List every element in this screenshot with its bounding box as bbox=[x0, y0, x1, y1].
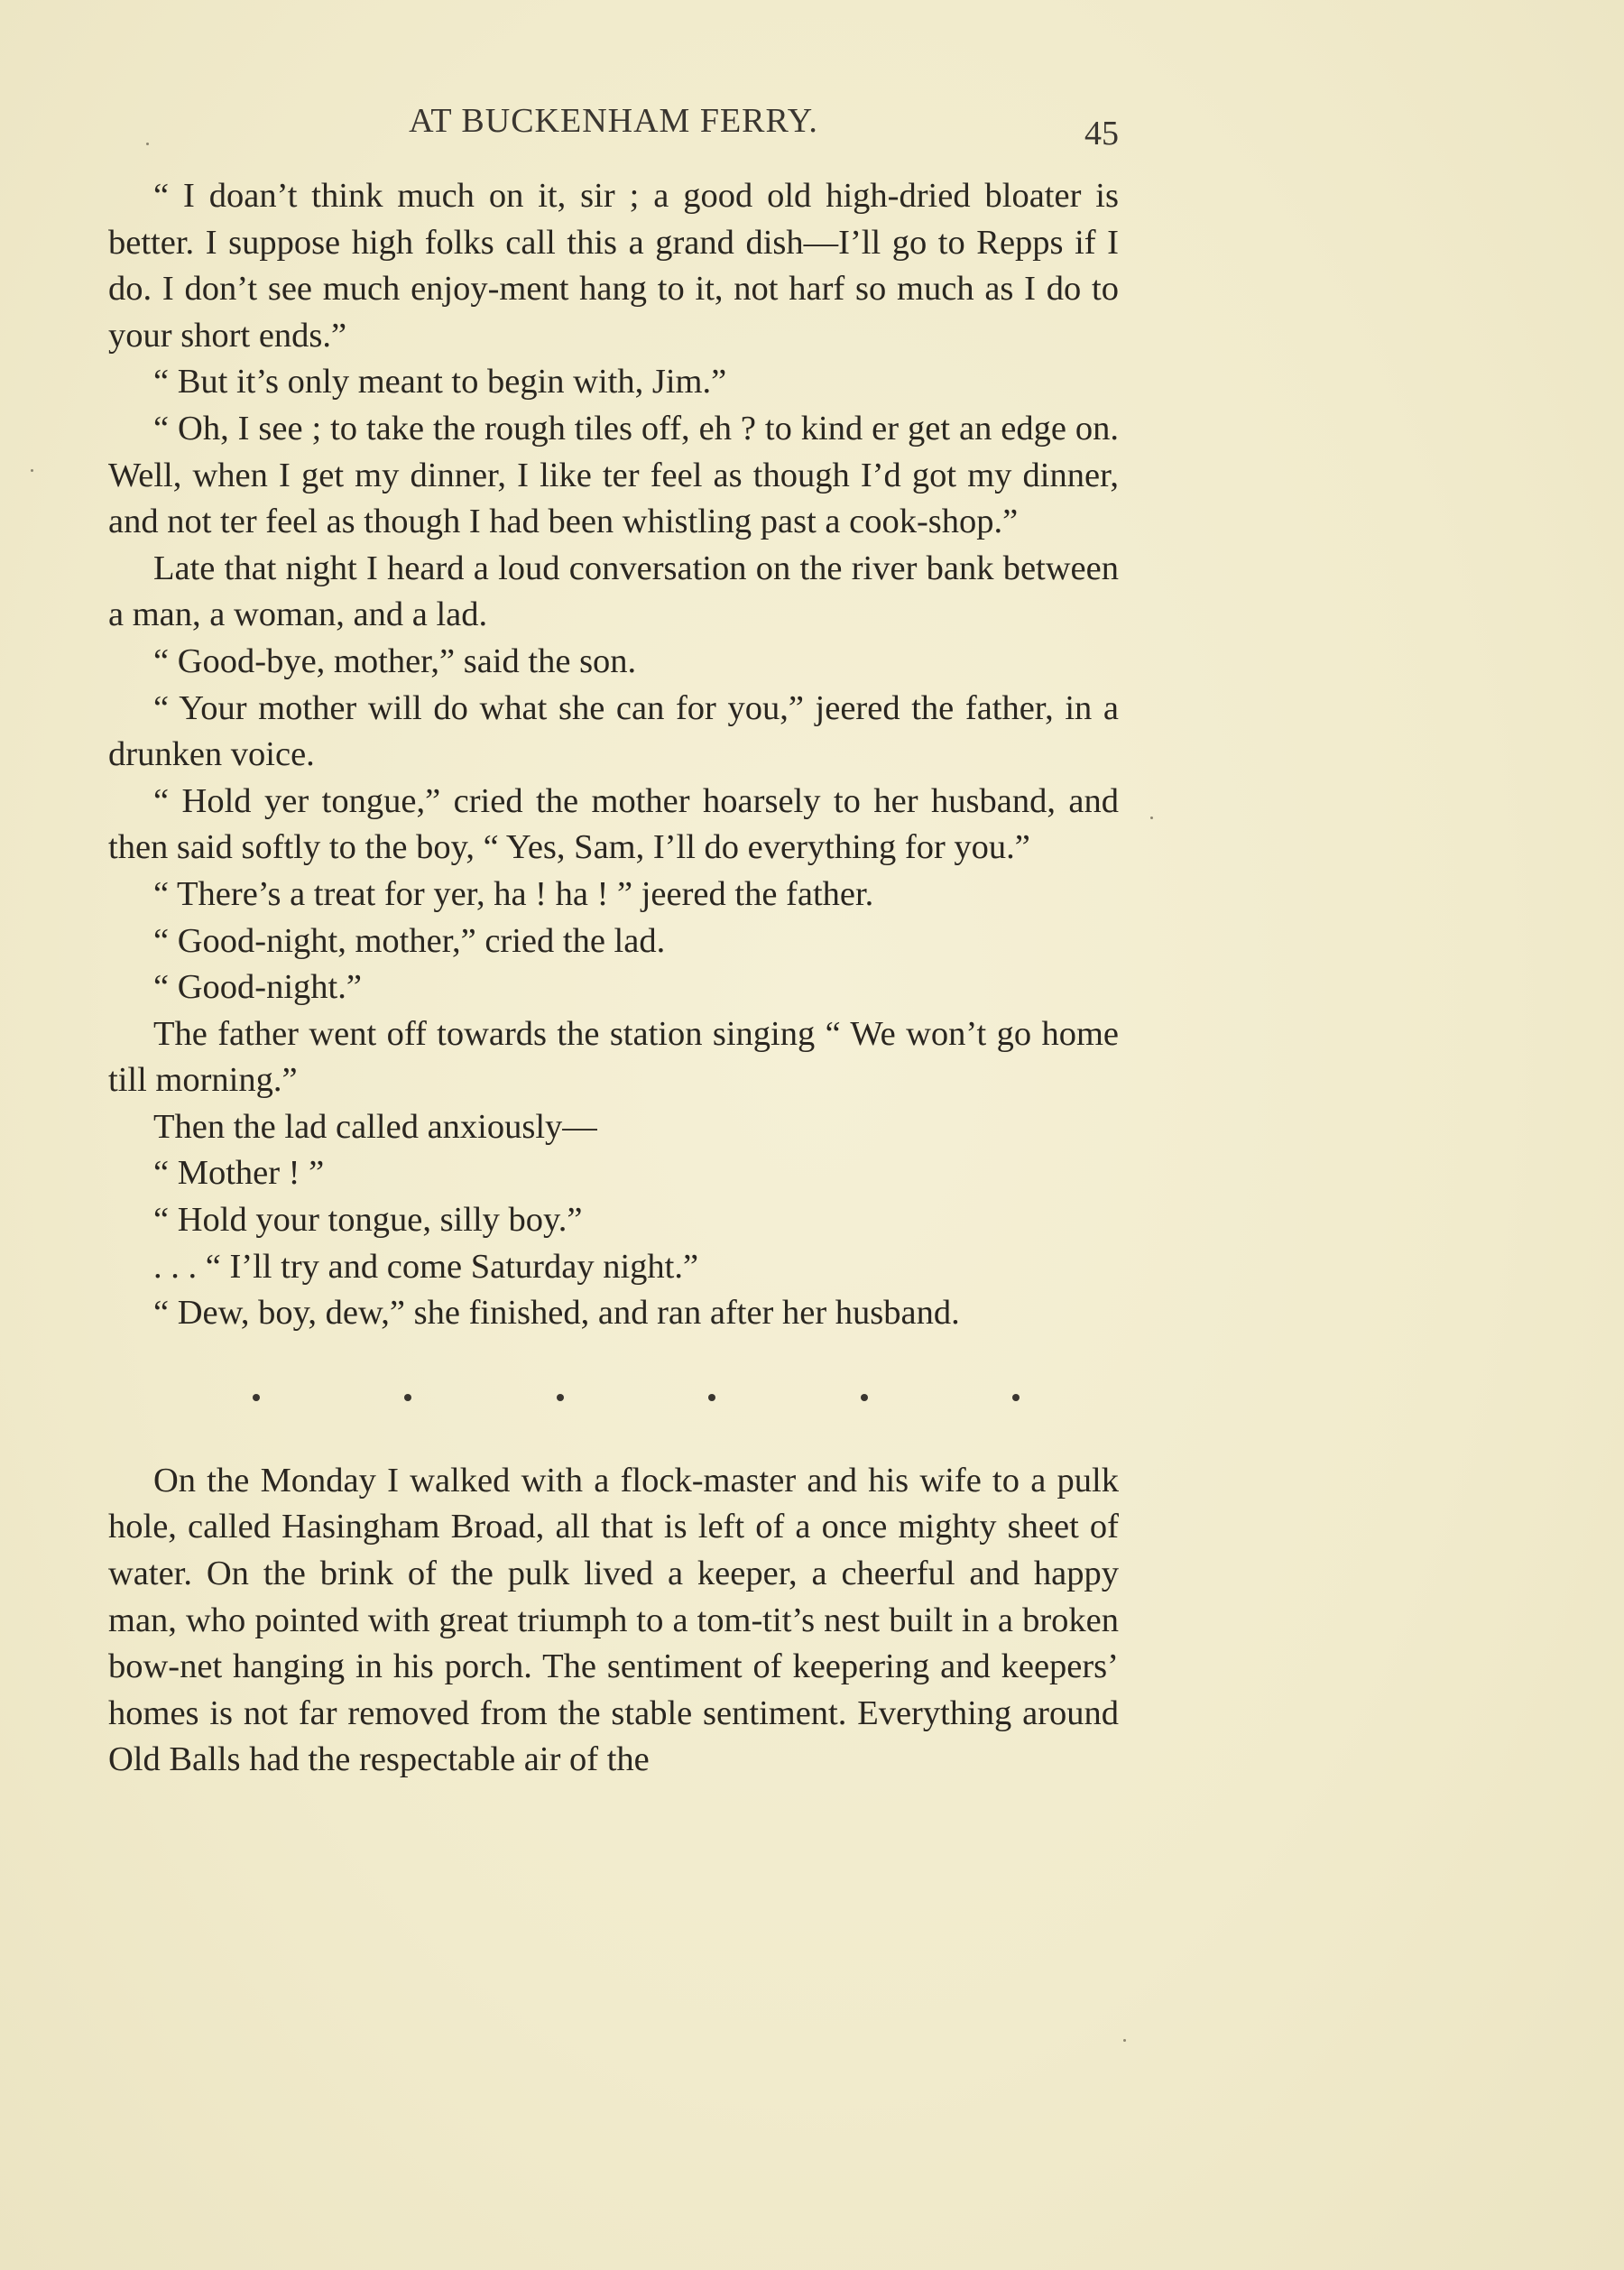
paragraph: . . . “ I’ll try and come Saturday night.” bbox=[153, 1247, 699, 1286]
paragraph: “ Dew, boy, dew,” she finished, and ran after her husband. bbox=[153, 1294, 960, 1333]
section-break-dot bbox=[557, 1394, 564, 1401]
body-text bbox=[108, 173, 1119, 1784]
paragraph: “ Hold yer tongue,” cried the mother hoarsely to her husband, and then said softly to the boy, “ Yes, Sam, I’ll do everything for you.” bbox=[108, 781, 1119, 867]
section-break-dot bbox=[253, 1394, 260, 1401]
section-break-dot bbox=[1012, 1394, 1020, 1401]
paper-speck bbox=[1150, 817, 1153, 819]
paragraph: “ But it’s only meant to begin with, Jim.” bbox=[153, 363, 727, 401]
section-break-dot bbox=[708, 1394, 715, 1401]
paragraph: On the Monday I walked with a flock-master and his wife to a pulk hole, called Hasingham Broad, all that is left of a once mighty sheet of water. On the brink of the pulk lived a keeper, a cheerful and happy man, who pointed with great triumph to a tom-tit’s nest built in a broken bow-net hanging in his porch. The sentiment of keepering and keepers’ homes is not far removed from the stable sentiment. Everything around Old Balls had the respectable air of the bbox=[108, 1461, 1119, 1779]
paragraph: “ There’s a treat for yer, ha ! ha ! ” jeered the father. bbox=[153, 874, 874, 913]
running-head bbox=[108, 101, 1119, 155]
paragraph: The father went off towards the station singing “ We won’t go home till morning.” bbox=[108, 1014, 1119, 1100]
paragraph: “ Oh, I see ; to take the rough tiles off, eh ? to kind er get an edge on. Well, when I get my dinner, I like ter feel as though I’d got my dinner, and not ter feel as though I had been whistling past a cook-shop.” bbox=[108, 409, 1119, 541]
paper-speck bbox=[146, 143, 149, 145]
section-break-dot bbox=[404, 1394, 411, 1401]
running-title: AT BUCKENHAM FERRY. bbox=[409, 102, 818, 140]
paragraph: Late that night I heard a loud conversation on the river bank between a man, a woman, and a lad. bbox=[108, 549, 1119, 634]
section-break bbox=[253, 1370, 1020, 1426]
paragraph: “ Good-bye, mother,” said the son. bbox=[153, 641, 637, 680]
paragraph: Then the lad called anxiously— bbox=[153, 1107, 597, 1146]
paper-speck bbox=[1123, 2039, 1126, 2042]
paper-speck bbox=[31, 469, 33, 472]
paragraph: “ Hold your tongue, silly boy.” bbox=[153, 1201, 583, 1240]
paragraph: “ Your mother will do what she can for you,” jeered the father, in a drunken voice. bbox=[108, 688, 1119, 774]
paragraph: “ I doan’t think much on it, sir ; a good old high-dried bloater is better. I suppose high folks call this a grand dish—I’ll go to Repps if I do. I don’t see much enjoy-ment hang to it, not harf so much as I do to your short ends.” bbox=[108, 177, 1119, 355]
section-break-dot bbox=[861, 1394, 868, 1401]
paragraph: “ Good-night.” bbox=[153, 968, 362, 1007]
paragraph: “ Mother ! ” bbox=[153, 1154, 325, 1193]
page-number: 45 bbox=[1084, 115, 1119, 152]
paragraph: “ Good-night, mother,” cried the lad. bbox=[153, 921, 666, 960]
